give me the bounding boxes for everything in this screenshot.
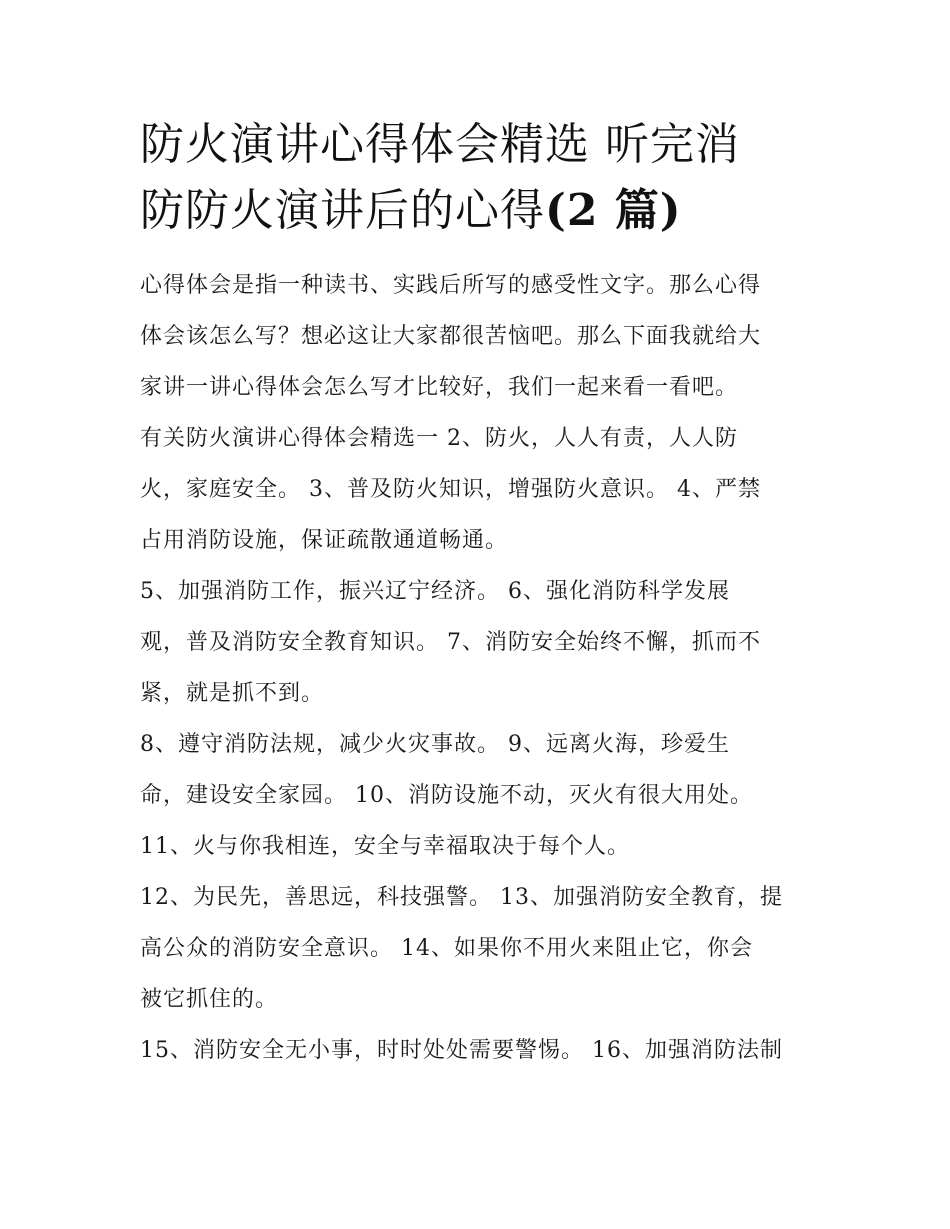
text-line: 心得体会是指一种读书、实践后所写的感受性文字。那么心得 — [140, 273, 762, 298]
paragraph-slogans-15-16 — [140, 1025, 816, 1076]
text-line: 高公众的消防安全意识。 14、如果你不用火来阻止它，你会 — [140, 936, 753, 961]
document-body — [140, 260, 816, 1076]
text-line: 12、为民先，善思远，科技强警。 13、加强消防安全教育，提 — [140, 885, 783, 910]
title-line-2: 防防火演讲后的心得 — [140, 185, 545, 236]
title-line-1: 防火演讲心得体会精选 听完消 — [140, 119, 740, 170]
text-line: 11、火与你我相连，安全与幸福取决于每个人。 — [140, 834, 630, 859]
paragraph-slogan-11 — [140, 821, 816, 872]
text-line: 5、加强消防工作，振兴辽宁经济。 6、强化消防科学发展 — [140, 579, 730, 604]
text-line: 观，普及消防安全教育知识。 7、消防安全始终不懈，抓而不 — [140, 630, 761, 655]
document-title — [140, 112, 816, 244]
text-line: 15、消防安全无小事，时时处处需要警惕。 16、加强消防法制 — [140, 1038, 783, 1063]
document-page — [140, 112, 816, 1076]
text-line: 体会该怎么写？想必这让大家都很苦恼吧。那么下面我就给大 — [140, 324, 762, 349]
text-line: 有关防火演讲心得体会精选一 2、防火，人人有责，人人防 — [140, 426, 738, 451]
text-line: 占用消防设施，保证疏散通道畅通。 — [140, 528, 509, 553]
paragraph-slogans-12-14 — [140, 872, 816, 1025]
text-line: 被它抓住的。 — [140, 987, 279, 1012]
paragraph-slogans-8-10 — [140, 719, 816, 821]
paragraph-intro — [140, 260, 816, 566]
text-line: 命，建设安全家园。 10、消防设施不动，灭火有很大用处。 — [140, 783, 753, 808]
title-count: (2 篇) — [545, 185, 682, 236]
text-line: 紧，就是抓不到。 — [140, 681, 325, 706]
paragraph-slogans-5-7 — [140, 566, 816, 719]
text-line: 火，家庭安全。 3、普及防火知识，增强防火意识。 4、严禁 — [140, 477, 761, 502]
text-line: 家讲一讲心得体会怎么写才比较好，我们一起来看一看吧。 — [140, 375, 739, 400]
text-line: 8、遵守消防法规，减少火灾事故。 9、远离火海，珍爱生 — [140, 732, 730, 757]
